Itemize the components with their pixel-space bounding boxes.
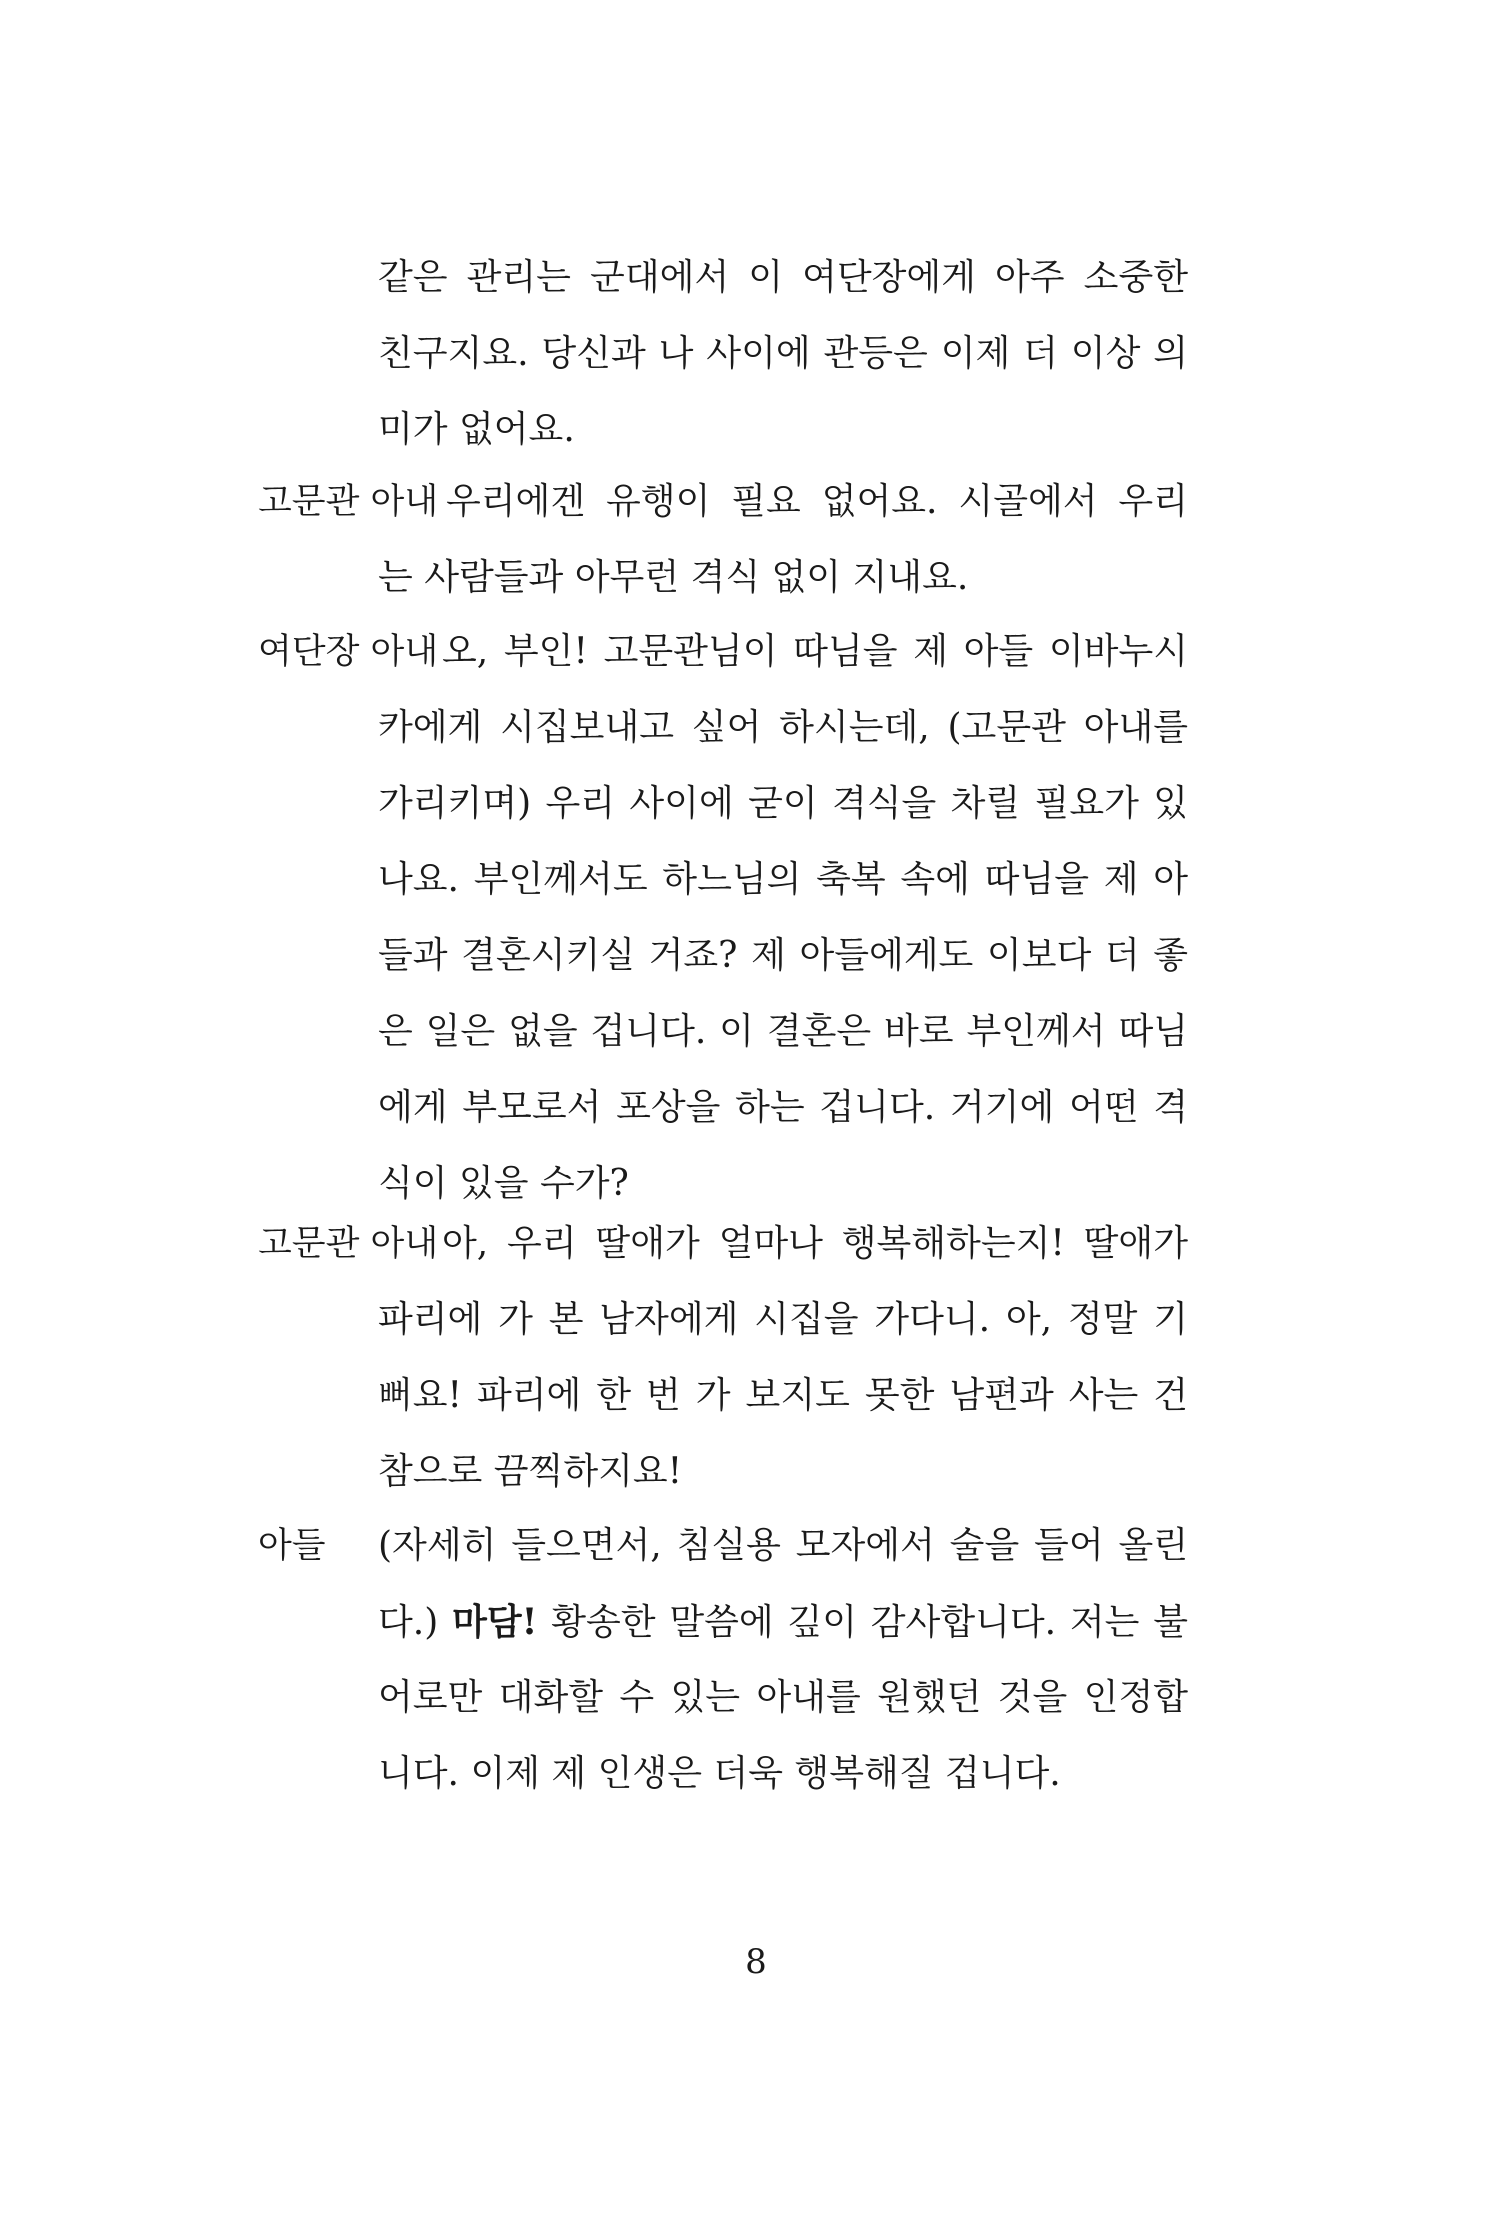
- dialogue-line: 우리에겐 유행이 필요 없어요. 시골에서 우리: [446, 481, 1188, 522]
- dialogue-line: 같은 관리는 군대에서 이 여단장에게 아주 소중한: [378, 257, 1188, 298]
- emphasis-text: 마담!: [452, 1601, 538, 1643]
- dialogue-line: 니다. 이제 제 인생은 더욱 행복해질 겁니다.: [378, 1753, 1061, 1794]
- dialogue-line: 식이 있을 수가?: [378, 1163, 629, 1204]
- dialogue-text: 황송한 말씀에 깊이 감사합니다. 저는 불: [551, 1602, 1189, 1643]
- dialogue-line: 가리키며) 우리 사이에 굳이 격식을 차릴 필요가 있: [378, 783, 1188, 824]
- dialogue-line: 은 일은 없을 겁니다. 이 결혼은 바로 부인께서 따님: [378, 1011, 1188, 1052]
- dialogue-line: 파리에 가 본 남자에게 시집을 가다니. 아, 정말 기: [378, 1299, 1188, 1340]
- page-number: 8: [745, 1942, 767, 1982]
- dialogue-line: 는 사람들과 아무런 격식 없이 지내요.: [378, 557, 969, 598]
- dialogue-line: 미가 없어요.: [378, 409, 575, 450]
- dialogue-line: 뻐요! 파리에 한 번 가 보지도 못한 남편과 사는 건: [378, 1375, 1188, 1416]
- dialogue-line: 카에게 시집보내고 싶어 하시는데, (고문관 아내를: [378, 707, 1188, 748]
- dialogue-line: 어로만 대화할 수 있는 아내를 원했던 것을 인정합: [378, 1677, 1188, 1718]
- speaker-name: 아들: [258, 1526, 326, 1566]
- dialogue-line: 오, 부인! 고문관님이 따님을 제 아들 이바누시: [442, 631, 1188, 672]
- dialogue-line: 친구지요. 당신과 나 사이에 관등은 이제 더 이상 의: [378, 333, 1188, 374]
- stage-direction-end: 다.): [378, 1602, 439, 1643]
- dialogue-line: 나요. 부인께서도 하느님의 축복 속에 따님을 제 아: [378, 859, 1188, 900]
- dialogue-line: 참으로 끔찍하지요!: [378, 1451, 683, 1492]
- speaker-name: 여단장 아내: [258, 632, 439, 672]
- speaker-name: 고문관 아내: [258, 1224, 439, 1264]
- dialogue-line: [378, 1584, 1188, 1661]
- dialogue-line: 들과 결혼시키실 거죠? 제 아들에게도 이보다 더 좋: [378, 935, 1188, 976]
- speaker-name: 고문관 아내: [258, 482, 439, 522]
- dialogue-line: 에게 부모로서 포상을 하는 겁니다. 거기에 어떤 격: [378, 1087, 1188, 1128]
- dialogue-line: (자세히 들으면서, 침실용 모자에서 술을 들어 올린: [378, 1525, 1188, 1566]
- dialogue-line: 아, 우리 딸애가 얼마나 행복해하는지! 딸애가: [442, 1223, 1188, 1264]
